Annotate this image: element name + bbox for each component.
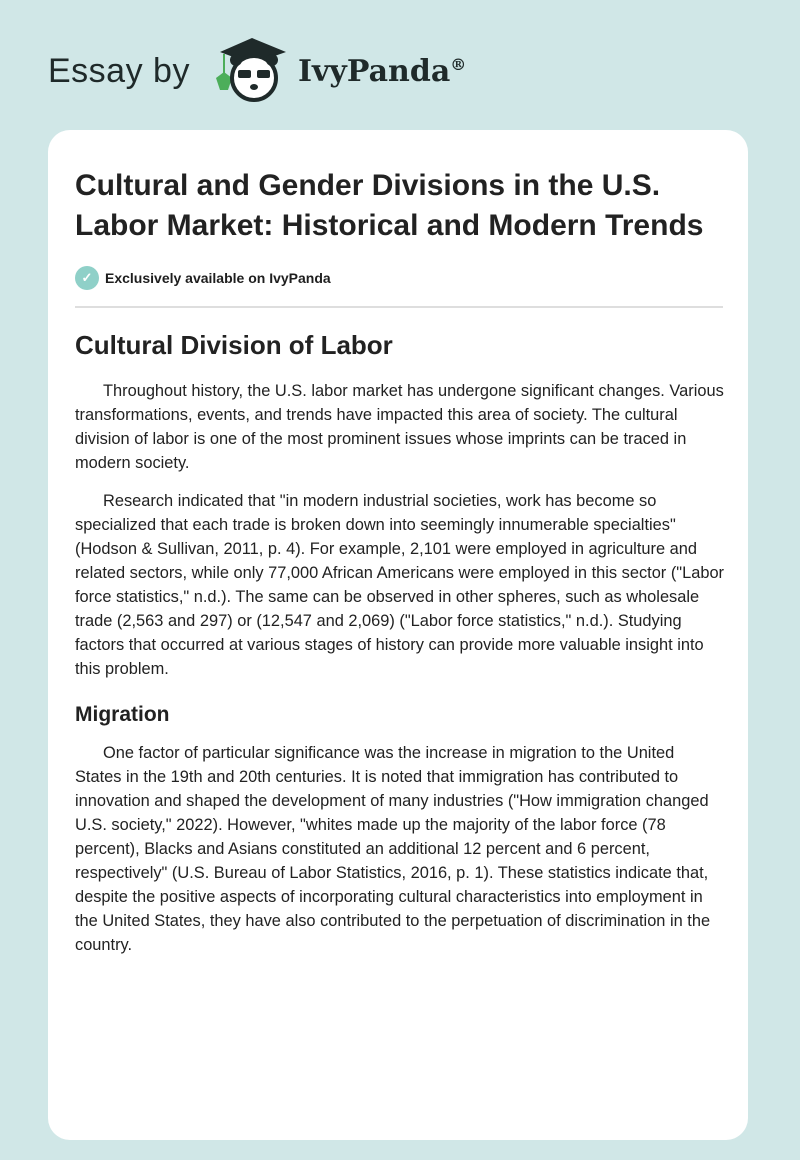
brand-text: IvyPanda bbox=[297, 53, 451, 89]
brand-name[interactable] bbox=[298, 54, 466, 89]
registered-mark: ® bbox=[450, 54, 467, 74]
panda-logo-icon[interactable] bbox=[210, 34, 290, 109]
section-heading: Cultural Division of Labor bbox=[75, 330, 393, 360]
essay-card bbox=[48, 130, 748, 1140]
check-icon: ✓ bbox=[75, 266, 99, 290]
exclusive-badge bbox=[75, 266, 725, 290]
essay-title: Cultural and Gender Divisions in the U.S. Labor Market: Historical and Modern Trends bbox=[75, 169, 704, 242]
paragraph: Research indicated that "in modern industrial societies, work has become so specialized that each trade is broken down into seemingly innumerable specialties" (Hodson & Sullivan, 2011, p. 4). For example, 2,101 were employed in agriculture and related sectors, while only 77,000 African Americans were employed in this sector ("Labor force statistics," n.d.). The same can be observed in other spheres, such as wholesale trade (2,563 and 297) or (12,547 and 2,069) ("Labor force statistics," n.d.). Studying factors that occurred at various stages of history can provide more valuable insight into this problem. bbox=[75, 492, 725, 678]
paragraph: One factor of particular significance was the increase in migration to the United States in the 19th and 20th centuries. It is noted that immigration has contributed to innovation and shaped the development of many industries ("How immigration changed U.S. society," 2022). However, "whites made up the majority of the labor force (78 percent), Blacks and Asians constituted an additional 12 percent and 6 percent, respectively" (U.S. Bureau of Labor Statistics, 2016, p. 1). These statistics indicate that, despite the positive aspects of incorporating cultural characteristics into employment in the United States, they have also contributed to the perpetuation of discrimination in the country. bbox=[75, 744, 711, 954]
paragraph: Throughout history, the U.S. labor market has undergone significant changes. Various transformations, events, and trends have impacted this area of society. The cultural division of labor is one of the most prominent issues whose imprints can be traced in modern society. bbox=[75, 382, 724, 472]
essay-by-label: Essay by bbox=[48, 51, 190, 90]
exclusive-label: Exclusively available on IvyPanda bbox=[105, 270, 331, 286]
subheading-migration: Migration bbox=[75, 703, 170, 726]
site-header bbox=[48, 36, 466, 106]
divider bbox=[75, 306, 723, 308]
